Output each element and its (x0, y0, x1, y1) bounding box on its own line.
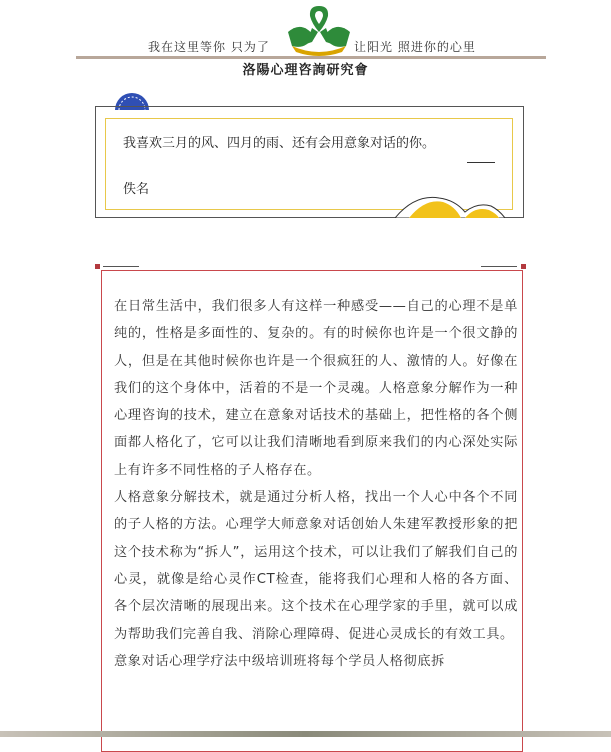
quote-author: 佚名 (123, 182, 150, 197)
article-paragraph: 人格意象分解技术，就是通过分析人格，找出一个人心中各个不同的子人格的方法。心理学大师意象对话创始人朱建军教授形象的把这个技术称为“拆人”，运用这个技术，可以让我们了解我们自己的心灵，就像是给心灵作CT检查，能将我们心理和人格的各方面、各个层次清晰的展现出来。这个技术在心理学家的手里，就可以成为帮助我们完善自我、消除心理障碍、促进心灵成长的有效工具。 (114, 490, 518, 642)
article-paragraph: 意象对话心理学疗法中级培训班将每个学员人格彻底拆 (114, 653, 445, 669)
article-section (95, 264, 527, 744)
header (0, 0, 611, 80)
corner-line-right (481, 266, 517, 267)
slogan-left: 我在这里等你 只为了 (148, 40, 270, 54)
article-paragraph: 在日常生活中，我们很多人有这样一种感受——自己的心理不是单纯的，性格是多面性的、复杂的。有的时候你也许是一个很文静的人，但是在其他时候你也许是一个很疯狂的人、激情的人。好像在我们的这个身体中，活着的不是一个灵魂。人格意象分解作为一种心理咨询的技术，建立在意象对话技术的基础上，把性格的各个侧面都人格化了，它可以让我们清晰地看到原来我们的内心深处实际上有许多不同性格的子人格存在。 (114, 299, 518, 478)
slogan-right: 让阳光 照进你的心里 (354, 40, 476, 54)
corner-dot-left (95, 264, 100, 269)
article-frame (101, 270, 523, 752)
quote-rule (467, 162, 495, 163)
article-body (114, 293, 518, 675)
bottom-band (0, 731, 611, 737)
corner-dot-right (521, 264, 526, 269)
organization-name: 洛陽心理咨詢研究會 (242, 63, 369, 78)
green-ribbon-logo-icon (282, 2, 356, 56)
quote-text: 我喜欢三月的风、四月的雨、还有会用意象对话的你。 (123, 136, 436, 151)
quote-card (95, 90, 525, 220)
corner-line-left (103, 266, 139, 267)
yellow-hill-icon (395, 188, 505, 218)
